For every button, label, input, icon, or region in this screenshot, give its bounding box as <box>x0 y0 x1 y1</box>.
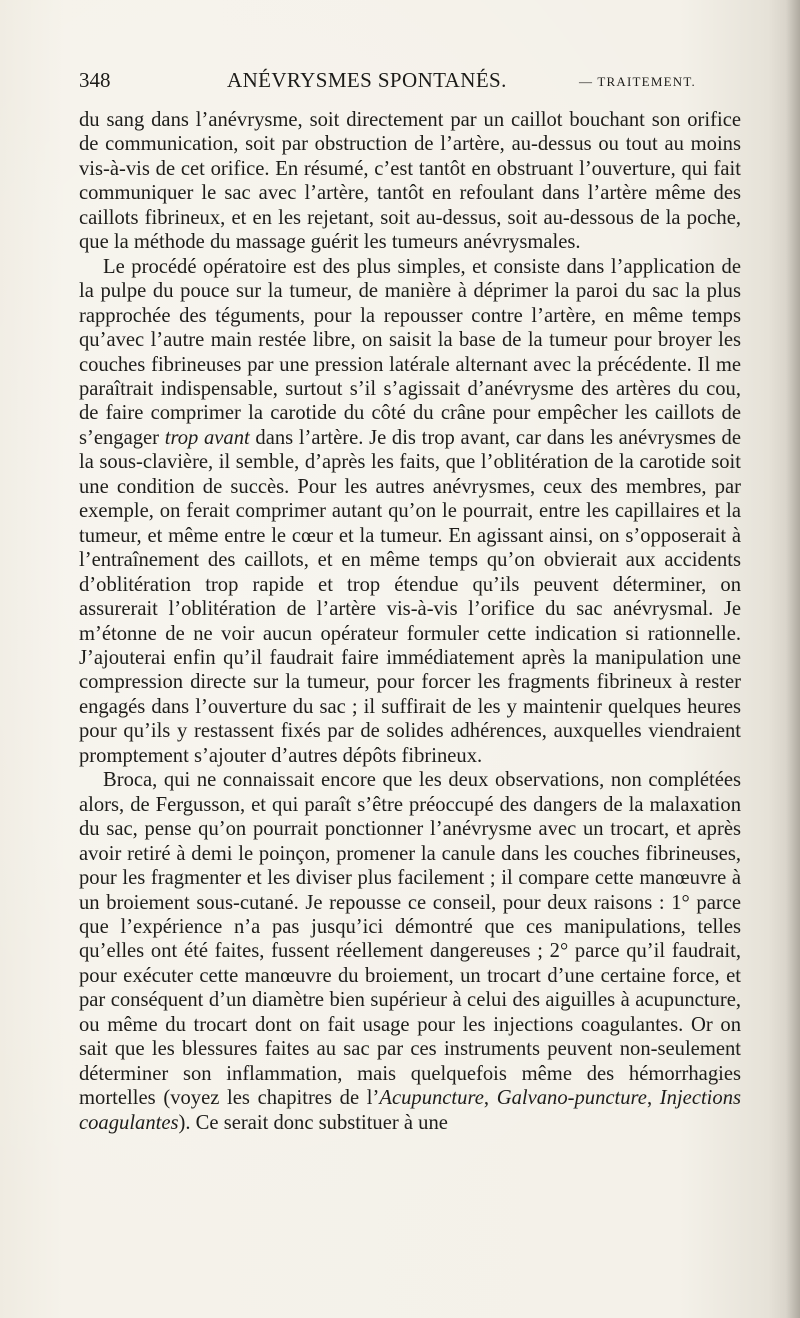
paragraph-2-text-a: Le procédé opératoire est des plus simples, et consiste dans l’application de la pulpe du pouce sur la tumeur, de manière à déprimer la paroi du sac la plus rapprochée des téguments, pour la repousser contre l’artère, en même temps qu’avec l’autre main restée libre, on saisit la base de la tumeur pour broyer les couches fibrineuses par une pression latérale alternant avec la précédente. Il me paraîtrait indispensable, surtout s’il s’agissait d’anévrysme des artères du cou, de faire comprimer la carotide du côté du crâne pour empêcher les caillots de s’engager <box>79 255 741 449</box>
running-section: — TRAITEMENT. <box>579 74 696 89</box>
paragraph-3 <box>79 768 741 1135</box>
paragraph-3-text-d: ). Ce serait donc substituer à une <box>178 1111 448 1134</box>
page-number: 348 <box>79 68 111 92</box>
paragraph-2-text-b: dans l’artère. Je dis trop avant, car dans les anévrysmes de la sous-clavière, il semble, d’après les faits, que l’oblitération de la carotide soit une condition de succès. Pour les autres anévrysmes, ceux des membres, par exemple, on ferait comprimer autant qu’on le pourrait, entre les capillaires et la tumeur, et même entre le cœur et la tumeur. En agissant ainsi, on s’opposerait à l’entraînement des caillots, et en même temps qu’on obvierait aux accidents d’oblitération trop rapide et trop étendue qu’ils peuvent déterminer, on assurerait l’oblitération de l’artère vis-à-vis l’orifice du sac anévrysmal. Je m’étonne de ne voir aucun opérateur formuler cette indication si rationnelle. J’ajouterai enfin qu’il faudrait faire immédiatement après la manipulation une compression directe sur la tumeur, pour forcer les fragments fibrineux à rester engagés dans l’ouverture du sac ; il suffirait de les y maintenir quelques heures pour qu’ils y restassent fixés par de solides adhérences, auxquelles viendraient promptement s’ajouter d’autres dépôts fibrineux. <box>79 426 741 767</box>
paragraph-2-italic-phrase: trop avant <box>164 426 250 449</box>
page-gutter-shadow <box>786 0 800 1318</box>
paragraph-3-text-b: , <box>483 1087 497 1110</box>
paragraph-3-italic-galvano: Galvano-puncture <box>496 1087 647 1110</box>
running-title: ANÉVRYSMES SPONTANÉS. <box>227 68 507 92</box>
paragraph-3-text-a: Broca, qui ne connaissait encore que les deux observations, non complétées alors, de Fergusson, et qui paraît s’être préoccupé des dangers de la malaxation du sac, pense qu’on pourrait ponctionner l’anévrysme avec un trocart, et après avoir retiré à demi le poinçon, promener la canule dans les couches fibrineuses, pour les fragmenter et les diviser plus facilement ; il compare cette manœuvre à un broiement sous-cutané. Je repousse ce conseil, pour deux raisons : 1° parce que l’expérience n’a pas jusqu’ici démontré que ces manipulations, telles qu’elles ont été faites, fussent réellement dangereuses ; 2° parce qu’il faudrait, pour exécuter cette manœuvre du broiement, un trocart d’une certaine force, et par conséquent d’un diamètre bien supérieur à celui des aiguilles à acupuncture, ou même du trocart dont on fait usage pour les injections coagulantes. Or on sait que les blessures faites au sac par ces instruments peuvent non-seulement déterminer son inflammation, mais quelquefois même des hémorrhagies mortelles (voyez les chapitres de l’ <box>79 769 741 1110</box>
paragraph-1 <box>79 108 741 255</box>
running-header <box>79 68 739 96</box>
paragraph-3-italic-injections: Injections coagulantes <box>79 1087 742 1134</box>
body-text <box>79 108 741 1135</box>
paragraph-3-text-c: , <box>646 1087 660 1110</box>
paragraph-3-italic-acupuncture: Acupuncture <box>379 1087 484 1110</box>
paragraph-1-text: du sang dans l’anévrysme, soit directement par un caillot bouchant son orifice de communication, soit par obstruction de l’artère, au-dessus ou tout au moins vis-à-vis de cet orifice. En résumé, c’est tantôt en obstruant l’ouverture, qui fait communiquer le sac avec l’artère, tantôt en refoulant dans l’artère même des caillots fibrineux, et en les rejetant, soit au-dessus, soit au-dessous de la poche, que la méthode du massage guérit les tumeurs anévrysmales. <box>79 109 741 254</box>
paragraph-2 <box>79 255 741 769</box>
